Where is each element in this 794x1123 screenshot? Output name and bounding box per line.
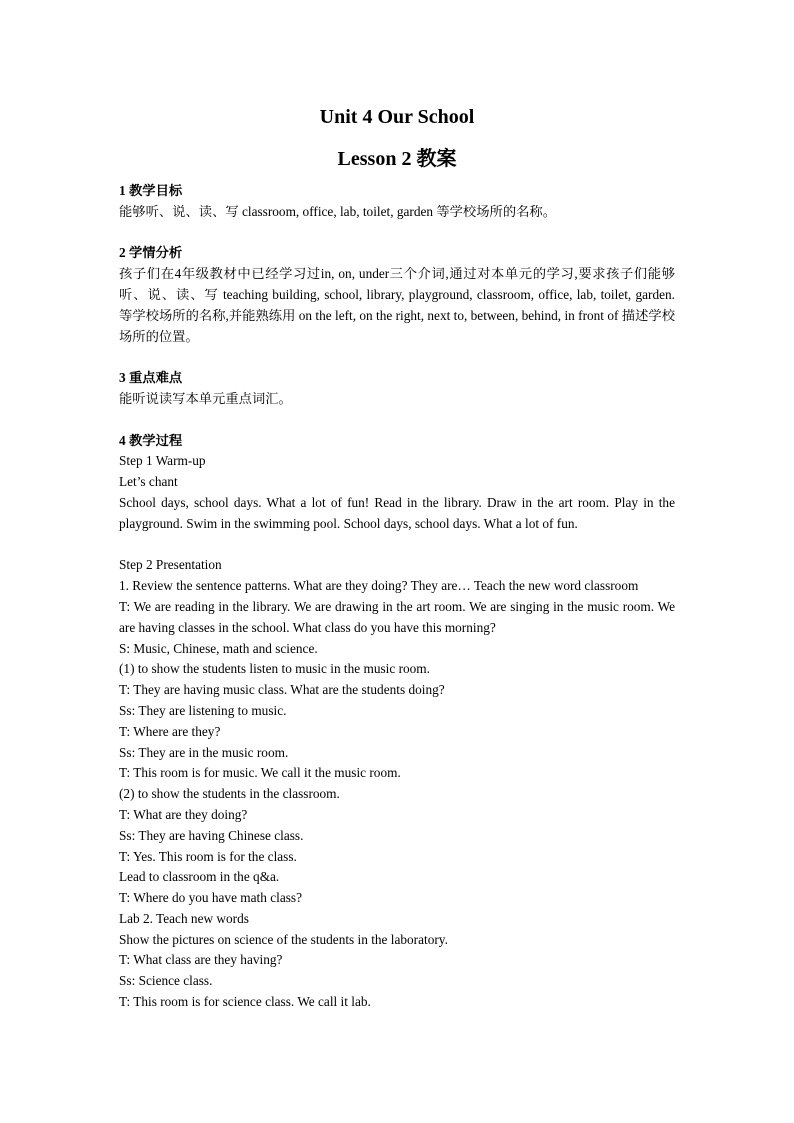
section-key-points <box>119 368 675 410</box>
spacer <box>119 535 675 556</box>
step-title: Step 1 Warm-up <box>119 453 206 469</box>
document-title: Unit 4 Our School <box>319 106 475 128</box>
review-text: 1. Review the sentence patterns. What are they doing? They are… Teach the new word classroom <box>119 578 639 594</box>
section-goals <box>119 181 675 223</box>
section-text: 孩子们在4年级教材中已经学习过in, on, under三个介词,通过对本单元的学习,要求孩子们能够听、说、读、写 teaching building, school, library, playground, classroom, office, lab, toilet, garden. 等学校场所的名称,并能熟练用 on the left, on the right, next to, between, behind, in front of 描述学校场所的位置。 <box>119 266 675 344</box>
dialogue-line: T: This room is for music. We call it the music room. <box>119 765 401 781</box>
spacer <box>119 223 675 244</box>
spacer <box>119 347 675 368</box>
chant-title: Let’s chant <box>119 474 178 490</box>
dialogue-line: Show the pictures on science of the students in the laboratory. <box>119 931 448 947</box>
section-process <box>119 431 675 1013</box>
dialogue-line: T: What are they doing? <box>119 806 248 822</box>
spacer <box>119 410 675 431</box>
section-analysis <box>119 243 675 347</box>
dialogue-line: T: Where are they? <box>119 723 221 739</box>
dialogue-line: Lead to classroom in the q&a. <box>119 869 280 885</box>
dialogue-line: S: Music, Chinese, math and science. <box>119 640 318 656</box>
section-text: 能够听、说、读、写 classroom, office, lab, toilet, garden 等学校场所的名称。 <box>119 203 557 219</box>
teacher-text: T: We are reading in the library. We are drawing in the art room. We are singing in the music room. We are having classes in the school. What class do you have this morning? <box>119 598 675 635</box>
lesson-subtitle: Lesson 2 教案 <box>337 148 457 170</box>
section-heading: 1 教学目标 <box>119 183 183 198</box>
dialogue-line: (1) to show the students listen to music in the music room. <box>119 661 430 677</box>
dialogue-line: T: What class are they having? <box>119 952 283 968</box>
dialogue-line: T: This room is for science class. We call it lab. <box>119 994 371 1010</box>
section-text: 能听说读写本单元重点词汇。 <box>119 390 292 406</box>
document-body <box>119 181 675 1013</box>
dialogue-line: T: Yes. This room is for the class. <box>119 848 297 864</box>
section-heading: 4 教学过程 <box>119 432 183 448</box>
dialogue-line: T: Where do you have math class? <box>119 890 302 906</box>
section-heading: 3 重点难点 <box>119 370 183 386</box>
dialogue-line: Ss: They are having Chinese class. <box>119 827 304 843</box>
dialogue-line: Ss: They are listening to music. <box>119 702 287 718</box>
section-heading: 2 学情分析 <box>119 245 183 261</box>
dialogue-line: Ss: Science class. <box>119 973 213 989</box>
dialogue-line: (2) to show the students in the classroom. <box>119 786 340 802</box>
dialogue-line: Lab 2. Teach new words <box>119 910 249 926</box>
dialogue-line: T: They are having music class. What are the students doing? <box>119 682 445 698</box>
step-title: Step 2 Presentation <box>119 557 222 573</box>
dialogue-line: Ss: They are in the music room. <box>119 744 289 760</box>
chant-text: School days, school days. What a lot of fun! Read in the library. Draw in the art room. Play in the playground. Swim in the swimming pool. School days, school days. What a lot of fun. <box>119 494 675 531</box>
